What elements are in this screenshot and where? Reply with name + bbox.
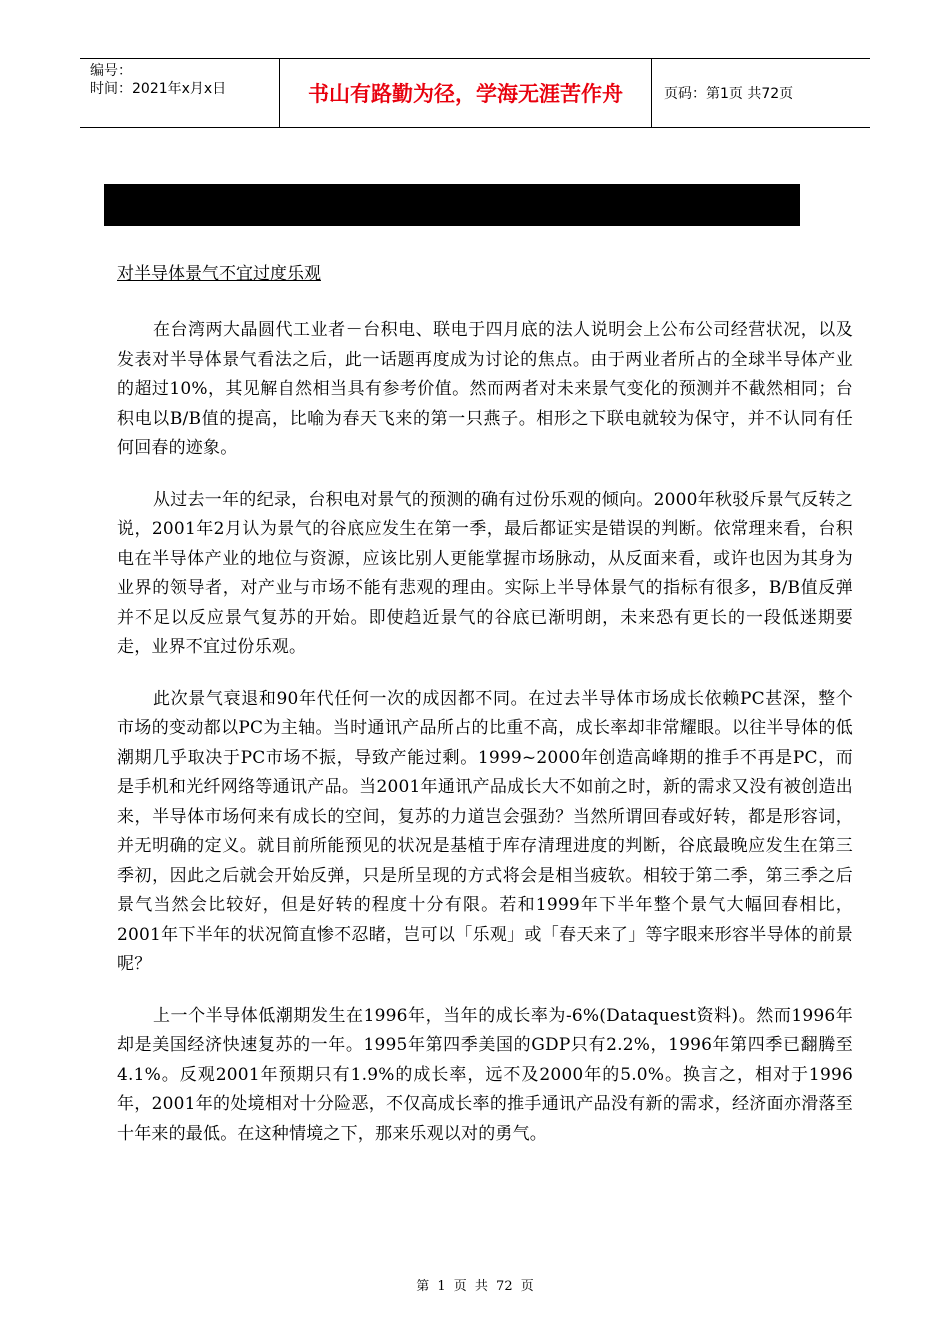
document-title: 对半导体景气不宜过度乐观 (117, 264, 321, 284)
document-body (117, 316, 853, 1171)
paragraph-4: 上一个半导体低潮期发生在1996年，当年的成长率为-6%(Dataquest资料)。然而1996年却是美国经济快速复苏的一年。1995年第四季美国的GDP只有2.2%，1996年第四季已翻腾至4.1%。反观2001年预期只有1.9%的成长率，远不及2000年的5.0%。换言之，相对于1996年，2001年的处境相对十分险恶，不仅高成长率的推手通讯产品没有新的需求，经济面亦滑落至十年来的最低。在这种情境之下，那来乐观以对的勇气。 (117, 1005, 853, 1144)
paragraph-1: 在台湾两大晶圆代工业者－台积电、联电于四月底的法人说明会上公布公司经营状况，以及发表对半导体景气看法之后，此一话题再度成为讨论的焦点。由于两业者所占的全球半导体产业的超过10%，其见解自然相当具有参考价值。然而两者对未来景气变化的预测并不截然相同；台积电以B/B值的提高，比喻为春天飞来的第一只燕子。相形之下联电就较为保守，并不认同有任何回春的迹象。 (117, 320, 853, 458)
header-page-label: 页码：第1页 共72页 (664, 86, 794, 102)
paragraph-2: 从过去一年的纪录，台积电对景气的预测的确有过份乐观的倾向。2000年秋驳斥景气反转之说，2001年2月认为景气的谷底应发生在第一季，最后都证实是错误的判断。依常理来看，台积电在半导体产业的地位与资源，应该比别人更能掌握市场脉动，从反面来看，或许也因为其身为业界的领导者，对产业与市场不能有悲观的理由。实际上半导体景气的指标有很多，B/B值反弹并不足以反应景气复苏的开始。即使趋近景气的谷底已渐明朗，未来恐有更长的一段低迷期要走，业界不宜过份乐观。 (117, 489, 853, 657)
page-footer: 第 1 页 共 72 页 (416, 1279, 534, 1294)
time-label: 时间：2021年x月x日 (90, 81, 227, 97)
page-header (80, 58, 870, 128)
header-meta (80, 59, 280, 127)
number-label: 编号： (90, 63, 132, 79)
paragraph-3: 此次景气衰退和90年代任何一次的成因都不同。在过去半导体市场成长依赖PC甚深，整个市场的变动都以PC为主轴。当时通讯产品所占的比重不高，成长率却非常耀眼。以往半导体的低潮期几乎取决于PC市场不振，导致产能过剩。1999~2000年创造高峰期的推手不再是PC，而是手机和光纤网络等通讯产品。当2001年通讯产品成长大不如前之时，新的需求又没有被创造出来，半导体市场何来有成长的空间，复苏的力道岂会强劲？当然所谓回春或好转，都是形容词，并无明确的定义。就目前所能预见的状况是基植于库存清理进度的判断，谷底最晚应发生在第三季初，因此之后就会开始反弹，只是所呈现的方式将会是相当疲软。相较于第二季，第三季之后景气当然会比较好，但是好转的程度十分有限。若和1999年下半年整个景气大幅回春相比，2001年下半年的状况简直惨不忍睹，岂可以「乐观」或「春天来了」等字眼来形容半导体的前景呢？ (117, 688, 853, 974)
redaction-bar (104, 184, 800, 226)
header-motto: 书山有路勤为径，学海无涯苦作舟 (280, 59, 652, 127)
